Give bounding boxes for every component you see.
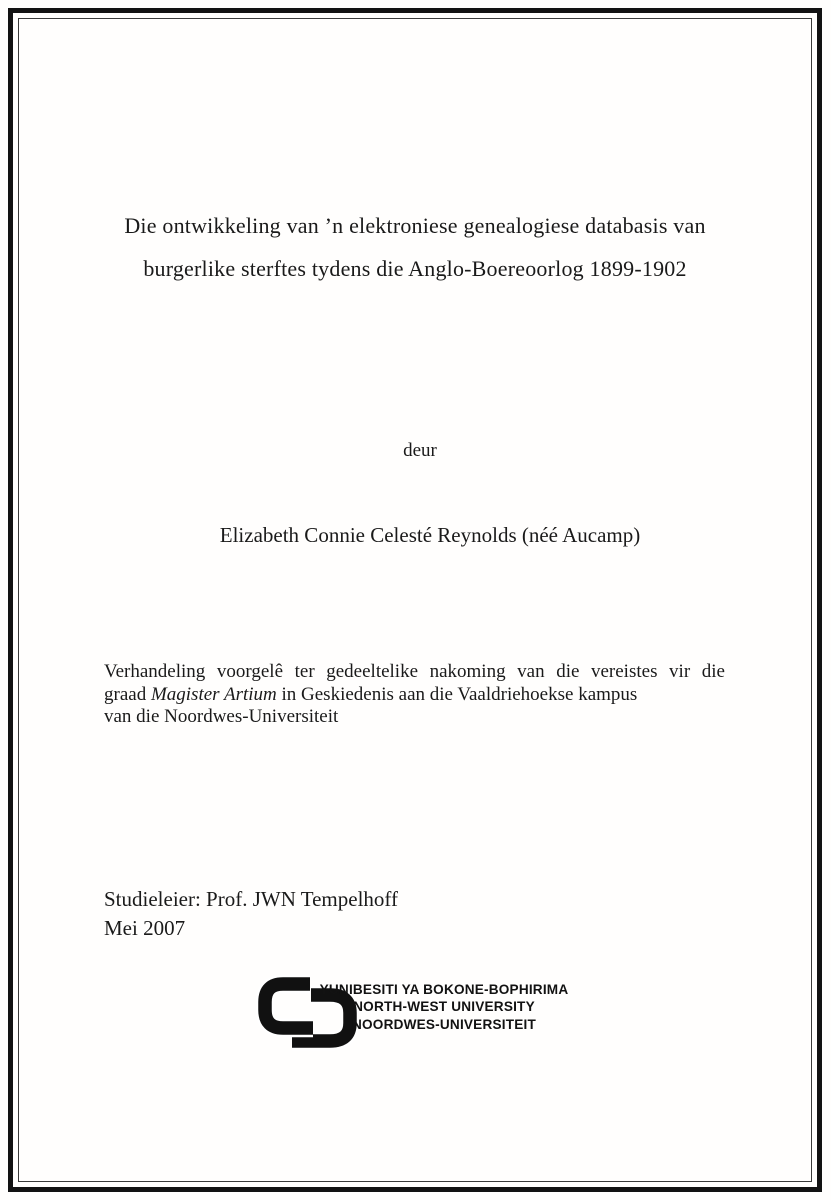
university-name-english: NORTH-WEST UNIVERSITY [353,999,535,1015]
word: vir [669,661,691,682]
credits [104,885,398,942]
university-name-afrikaans: NOORDWES-UNIVERSITEIT [352,1016,536,1032]
submission-line-1 [104,661,725,684]
word: vereistes [590,661,658,682]
submission-line-3: van die Noordwes-Universiteit [104,706,339,727]
word: nakoming [429,661,506,682]
word: ter [294,661,315,682]
byline-deur: deur [403,440,437,461]
author-name: Elizabeth Connie Celesté Reynolds (néé Aucamp) [219,523,641,547]
word: die [701,661,725,682]
submission-statement [104,661,725,729]
date-line: Mei 2007 [104,915,186,940]
submission-line-2-prefix: graad [104,683,151,705]
word: gedeeltelike [326,661,419,682]
title-line-1: Die ontwikkeling van ’n elektroniese genealogiese databasis van [124,213,706,238]
supervisor-line: Studieleier: Prof. JWN Tempelhoff [104,887,399,911]
title-line-2: burgerlike sterftes tydens die Anglo-Boereoorlog 1899-1902 [143,256,687,281]
word: Verhandeling [104,661,206,682]
word: van [517,661,545,682]
submission-line-2 [104,684,725,707]
page-title [95,204,735,290]
submission-line-2-suffix: in Geskiedenis aan die Vaaldriehoekse kampus [276,683,638,705]
word: voorgelê [216,661,284,682]
degree-name-italic: Magister Artium [150,683,277,705]
university-name-block [316,981,572,1033]
word: die [556,661,580,682]
university-name-setswana: YUNIBESITI YA BOKONE-BOPHIRIMA [319,982,569,997]
